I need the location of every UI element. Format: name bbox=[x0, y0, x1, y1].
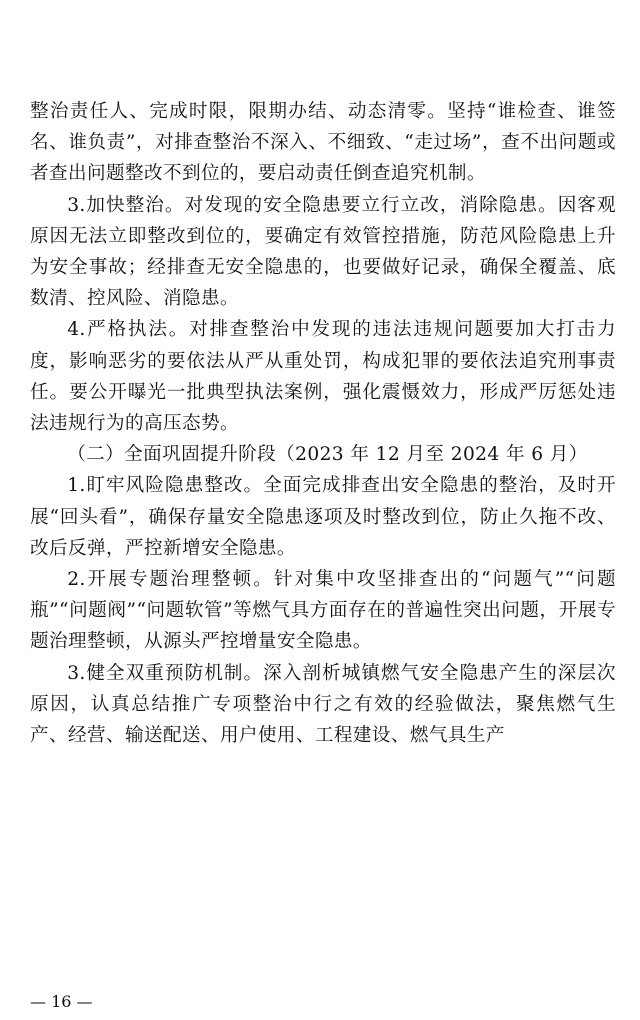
page-number: — 16 — bbox=[30, 992, 93, 1011]
document-page bbox=[30, 96, 616, 751]
paragraph-strict-enforcement: 4.严格执法。对排查整治中发现的违法违规问题要加大打击力度，影响恶劣的要依法从严从重处罚，构成犯罪的要依法追究刑事责任。要公开曝光一批典型执法案例，强化震慑效力，形成严厉惩处违法违规行为的高压态势。 bbox=[30, 319, 616, 435]
paragraph-dual-prevention: 3.健全双重预防机制。深入剖析城镇燃气安全隐患产生的深层次原因，认真总结推广专项整治中行之有效的经验做法，聚焦燃气生产、经营、输送配送、用户使用、工程建设、燃气具生产 bbox=[30, 662, 616, 747]
paragraph-speed-up-rectification: 3.加快整治。对发现的安全隐患要立行立改，消除隐患。因客观原因无法立即整改到位的，要确定有效管控措施，防范风险隐患上升为安全事故；经排查无安全隐患的，也要做好记录，确保全覆盖、底数清、控风险、消隐患。 bbox=[30, 194, 616, 310]
paragraph-risk-rectification: 1.盯牢风险隐患整改。全面完成排查出安全隐患的整治，及时开展“回头看”，确保存量安全隐患逐项及时整改到位，防止久拖不改、改后反弹，严控新增安全隐患。 bbox=[30, 475, 616, 559]
section-heading-consolidation-stage: （二）全面巩固提升阶段（2023 年 12 月至 2024 年 6 月） bbox=[67, 444, 588, 466]
paragraph-responsibility: 整治责任人、完成时限，限期办结、动态清零。坚持“谁检查、谁签名、谁负责”，对排查整治不深入、不细致、“走过场”，查不出问题或者查出问题整改不到位的，要启动责任倒查追究机制。 bbox=[30, 101, 616, 185]
paragraph-special-governance: 2.开展专题治理整顿。针对集中攻坚排查出的“问题气”“问题瓶”“问题阀”“问题软管”等燃气具方面存在的普遍性突出问题，开展专题治理整顿，从源头严控增量安全隐患。 bbox=[30, 569, 616, 653]
